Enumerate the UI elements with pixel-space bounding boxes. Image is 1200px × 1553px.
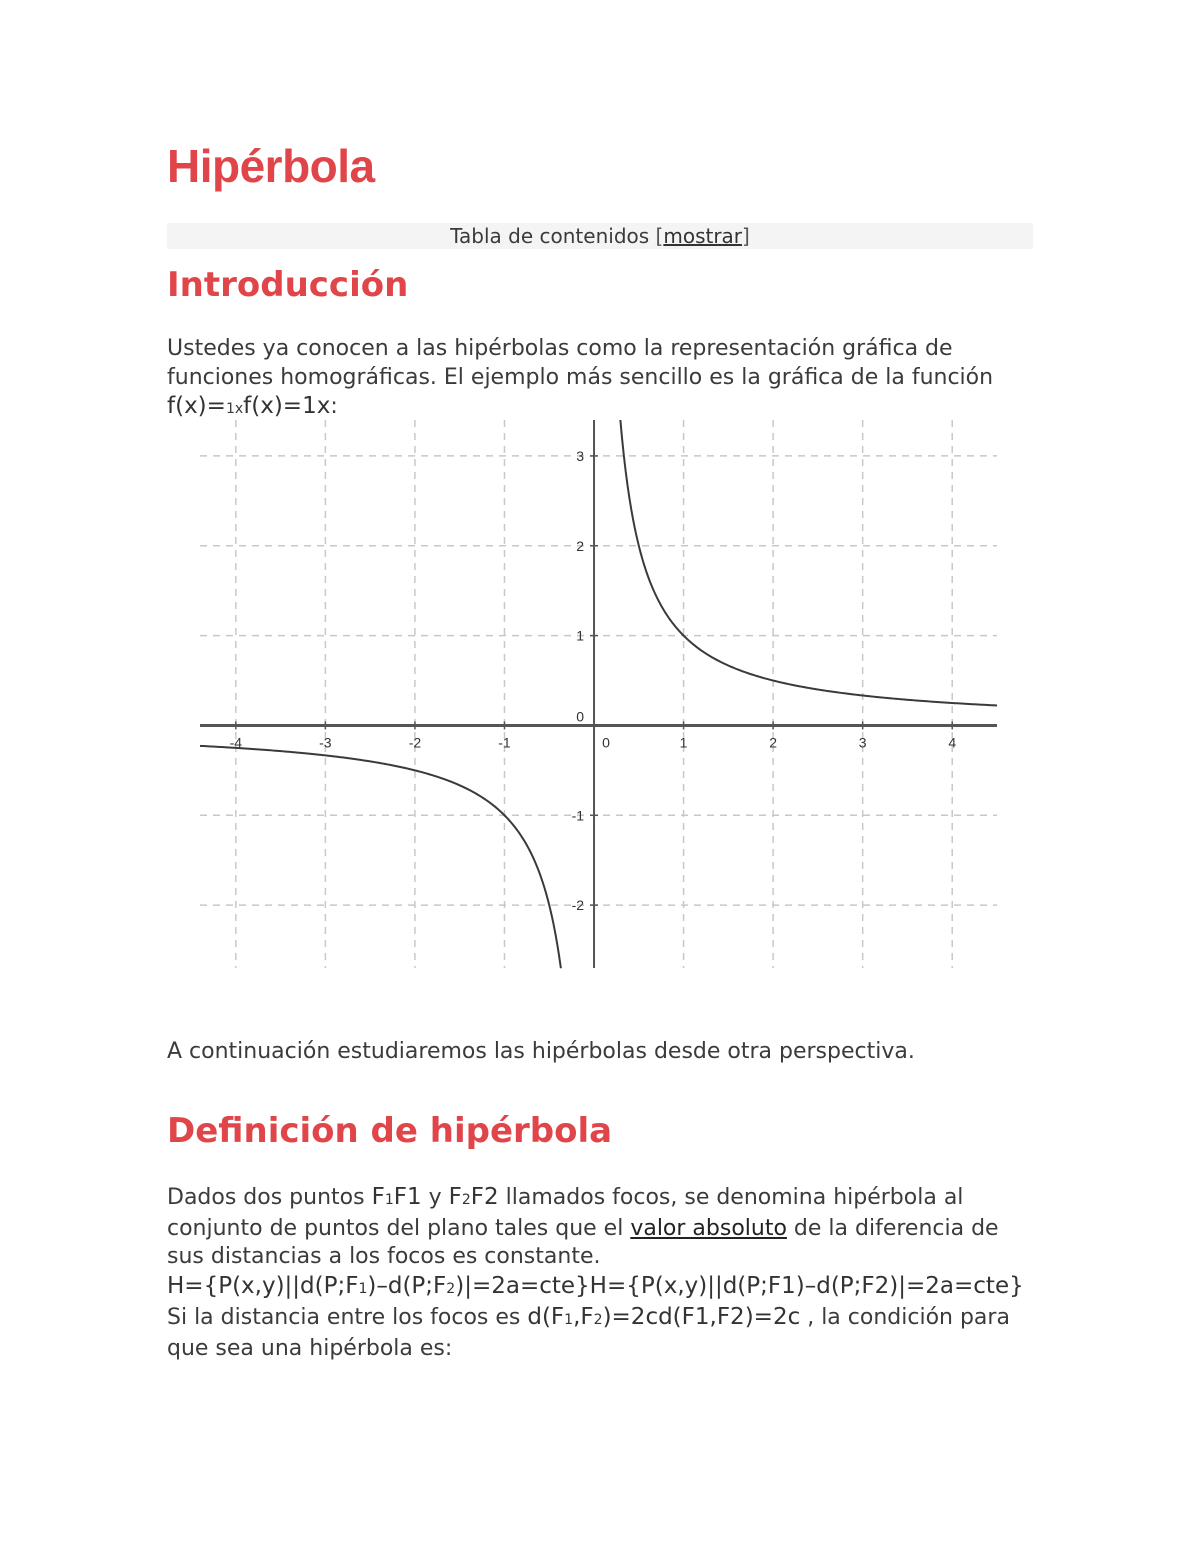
focus-f2 xyxy=(449,1184,499,1210)
y-tick-label: -2 xyxy=(571,897,585,914)
focus-f2-a: F xyxy=(448,1184,462,1210)
graph-ticks xyxy=(230,448,957,913)
x-tick-label: -4 xyxy=(229,734,243,751)
intro-paragraph xyxy=(167,335,1037,424)
x-tick-label: 3 xyxy=(858,734,867,751)
focus-f1-a: F xyxy=(371,1184,385,1210)
hyperbola-graph xyxy=(200,420,1000,970)
y-tick-label: 3 xyxy=(576,447,585,464)
focus-f2-sub: 2 xyxy=(461,1192,471,1208)
x-tick-label: 2 xyxy=(769,734,778,751)
valor-absoluto-link[interactable]: valor absoluto xyxy=(630,1215,787,1241)
toc-close-bracket: ] xyxy=(742,224,750,248)
formula-b: )–d(P;F xyxy=(367,1272,447,1299)
formula-sub-1: 1 xyxy=(358,1280,368,1297)
function-math-fraction: 1x xyxy=(225,401,244,417)
intro-colon: : xyxy=(330,394,338,419)
y-tick-label: 1 xyxy=(576,627,585,644)
toc-toggle-link[interactable]: mostrar xyxy=(663,224,743,248)
function-math-a: f(x)= xyxy=(167,393,226,419)
formula-sub-2: 2 xyxy=(446,1280,456,1297)
def-text-c: de la diferencia de sus distancias a los focos es constante. xyxy=(167,1215,999,1269)
def-text-p2b: , la condición para que sea una hipérbola es: xyxy=(167,1305,1010,1361)
y-tick-label: 0 xyxy=(576,708,585,725)
def-text-p2a: Si la distancia entre los focos es xyxy=(167,1305,528,1330)
focus-f1-b: F1 xyxy=(393,1184,422,1210)
definition-formula xyxy=(167,1273,1024,1299)
dist-sub-1: 1 xyxy=(564,1312,574,1328)
page-title: Hipérbola xyxy=(167,140,375,192)
dist-c: )=2cd(F1,F2)=2c xyxy=(602,1304,801,1330)
def-text-b: llamados focos, se denomina hipérbola al conjunto de puntos del plano tales que el xyxy=(167,1185,964,1241)
x-tick-label: 0 xyxy=(602,734,610,751)
x-tick-label: 1 xyxy=(679,734,688,751)
focal-distance-math xyxy=(527,1304,800,1330)
toc-open-bracket: [ xyxy=(655,224,664,248)
def-text-y: y xyxy=(421,1185,449,1210)
intro-text: Ustedes ya conocen a las hipérbolas como la representación gráfica de funciones homográficas. El ejemplo más sencillo es la gráfica de la función xyxy=(167,336,994,390)
graph-grid xyxy=(200,420,997,968)
dist-a: d(F xyxy=(527,1304,565,1330)
y-tick-label: -1 xyxy=(571,807,585,824)
intro-heading: Introducción xyxy=(167,265,409,305)
focus-f2-b: F2 xyxy=(470,1184,499,1210)
graph-curves xyxy=(200,420,997,968)
x-tick-label: -3 xyxy=(319,734,332,751)
hyperbola-branch-negative xyxy=(200,746,561,968)
function-math-c: f(x)=1x xyxy=(243,393,331,419)
def-text-a: Dados dos puntos xyxy=(167,1185,372,1210)
dist-sub-2: 2 xyxy=(593,1312,603,1328)
dist-b: ,F xyxy=(573,1304,594,1330)
definition-paragraph xyxy=(167,1183,1037,1363)
definition-heading: Definición de hipérbola xyxy=(167,1111,613,1151)
focus-f1-sub: 1 xyxy=(384,1192,394,1208)
x-tick-label: -2 xyxy=(408,734,422,751)
graph-axes xyxy=(200,420,997,968)
x-tick-label: 4 xyxy=(948,734,957,751)
intro-closing-paragraph: A continuación estudiaremos las hipérbolas desde otra perspectiva. xyxy=(167,1039,915,1064)
formula-a: H={P(x,y)||d(P;F xyxy=(167,1272,359,1299)
formula-c: )|=2a=cte}H={P(x,y)||d(P;F1)–d(P;F2)|=2a=cte} xyxy=(455,1272,1024,1299)
x-tick-label: -1 xyxy=(498,734,511,751)
toc-label: Tabla de contenidos xyxy=(450,224,650,248)
hyperbola-branch-positive xyxy=(620,420,997,705)
focus-f1 xyxy=(372,1184,422,1210)
table-of-contents xyxy=(167,223,1033,249)
y-tick-label: 2 xyxy=(576,537,585,554)
